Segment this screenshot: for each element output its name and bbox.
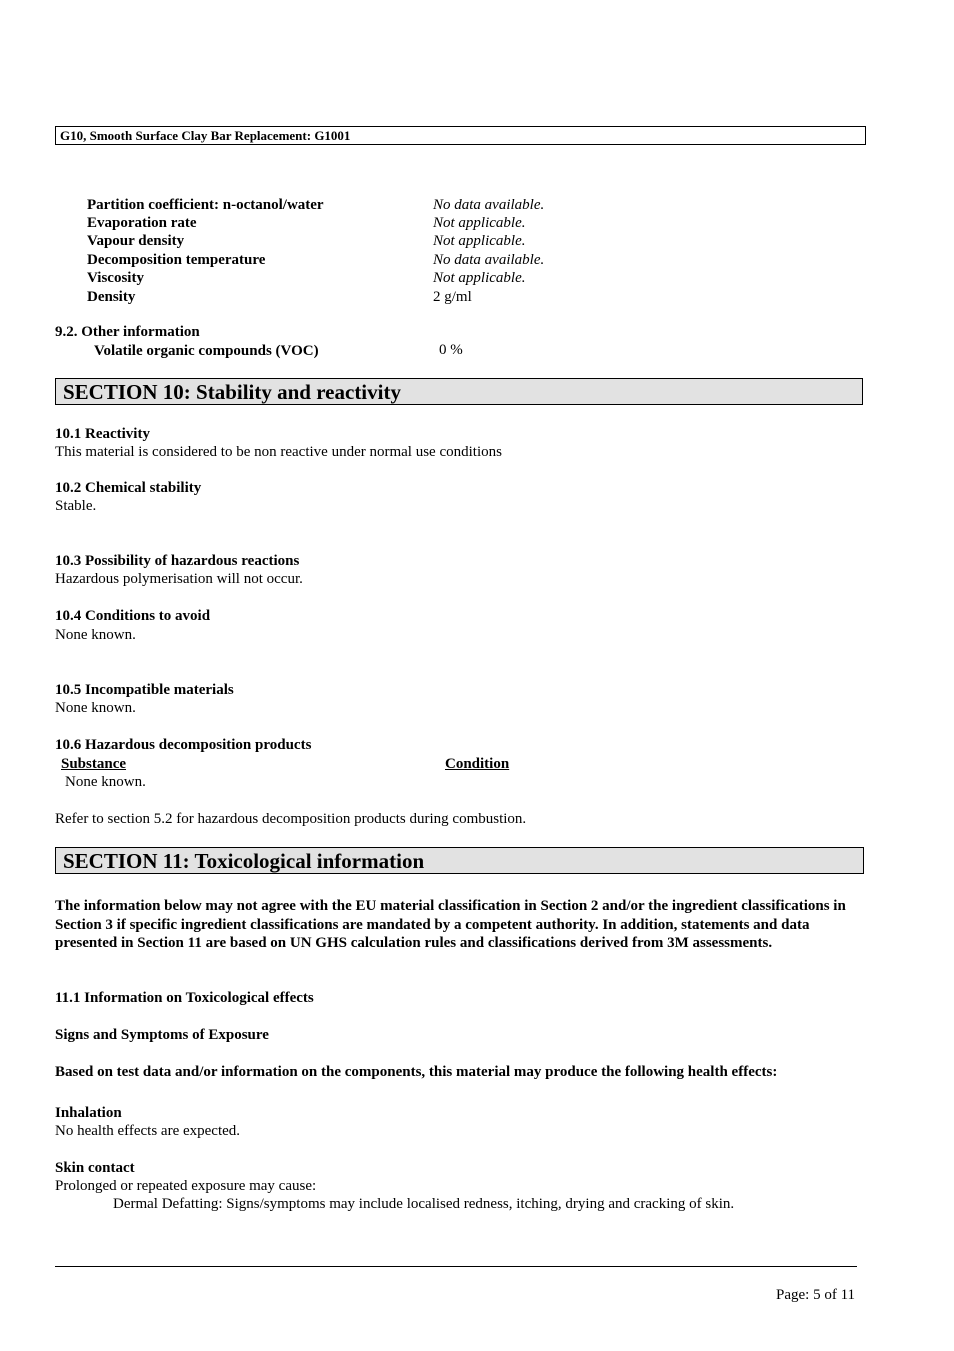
inhalation-text: No health effects are expected. [55, 1123, 241, 1139]
chemical-stability-text: Stable. [55, 498, 97, 514]
property-value-partition: No data available. [433, 197, 545, 213]
property-value-vapour-density: Not applicable. [433, 233, 526, 249]
page-number: Page: 5 of 11 [776, 1287, 856, 1303]
skin-contact-text: Prolonged or repeated exposure may cause: [55, 1178, 317, 1194]
property-label-partition: Partition coefficient: n-octanol/water [87, 197, 324, 213]
hazardous-reactions-text: Hazardous polymerisation will not occur. [55, 571, 303, 587]
substance-column-header: Substance [61, 756, 127, 772]
inhalation-heading: Inhalation [55, 1105, 122, 1121]
reactivity-text: This material is considered to be non reactive under normal use conditions [55, 444, 502, 460]
property-label-evaporation: Evaporation rate [87, 215, 197, 231]
footer-divider [55, 1266, 857, 1267]
decomposition-row-value: None known. [65, 774, 146, 790]
signs-symptoms-heading: Signs and Symptoms of Exposure [55, 1027, 269, 1043]
property-value-viscosity: Not applicable. [433, 270, 526, 286]
hazardous-reactions-heading: 10.3 Possibility of hazardous reactions [55, 553, 300, 569]
section-11-banner [55, 847, 864, 874]
property-label-viscosity: Viscosity [87, 270, 144, 286]
section-11-intro: The information below may not agree with the EU material classification in Section 2 and/or the ingredient classifications in Section 3 if specific ingredient classifications are mandated by a competent authority. In addition, statements and data presented in Section 11 are based on UN GHS calculation rules and classifications derived from 3M assessments. [55, 898, 846, 951]
decomposition-note: Refer to section 5.2 for hazardous decomposition products during combustion. [55, 811, 527, 827]
property-label-decomposition-temp: Decomposition temperature [87, 252, 266, 268]
property-value-evaporation: Not applicable. [433, 215, 526, 231]
condition-column-header: Condition [445, 756, 510, 772]
property-label-vapour-density: Vapour density [87, 233, 185, 249]
section-11-title: SECTION 11: Toxicological information [63, 849, 425, 873]
section-10-title: SECTION 10: Stability and reactivity [63, 380, 401, 404]
chemical-stability-heading: 10.2 Chemical stability [55, 480, 202, 496]
document-header [55, 126, 866, 145]
reactivity-heading: 10.1 Reactivity [55, 426, 150, 442]
incompatible-materials-heading: 10.5 Incompatible materials [55, 682, 234, 698]
property-value-density: 2 g/ml [433, 289, 472, 305]
skin-contact-detail: Dermal Defatting: Signs/symptoms may include localised redness, itching, drying and cracking of skin. [113, 1196, 735, 1212]
document-title: G10, Smooth Surface Clay Bar Replacement: G1001 [60, 128, 351, 143]
skin-contact-heading: Skin contact [55, 1160, 135, 1176]
tox-effects-heading: 11.1 Information on Toxicological effects [55, 990, 314, 1006]
based-on-statement: Based on test data and/or information on the components, this material may produce the following health effects: [55, 1064, 778, 1080]
voc-value: 0 % [439, 342, 463, 358]
section-10-banner [55, 378, 863, 405]
conditions-avoid-text: None known. [55, 627, 136, 643]
property-label-density: Density [87, 289, 136, 305]
decomposition-heading: 10.6 Hazardous decomposition products [55, 737, 312, 753]
conditions-avoid-heading: 10.4 Conditions to avoid [55, 608, 211, 624]
other-info-heading: 9.2. Other information [55, 324, 200, 340]
incompatible-materials-text: None known. [55, 700, 136, 716]
voc-label: Volatile organic compounds (VOC) [94, 343, 319, 359]
property-value-decomposition-temp: No data available. [433, 252, 545, 268]
